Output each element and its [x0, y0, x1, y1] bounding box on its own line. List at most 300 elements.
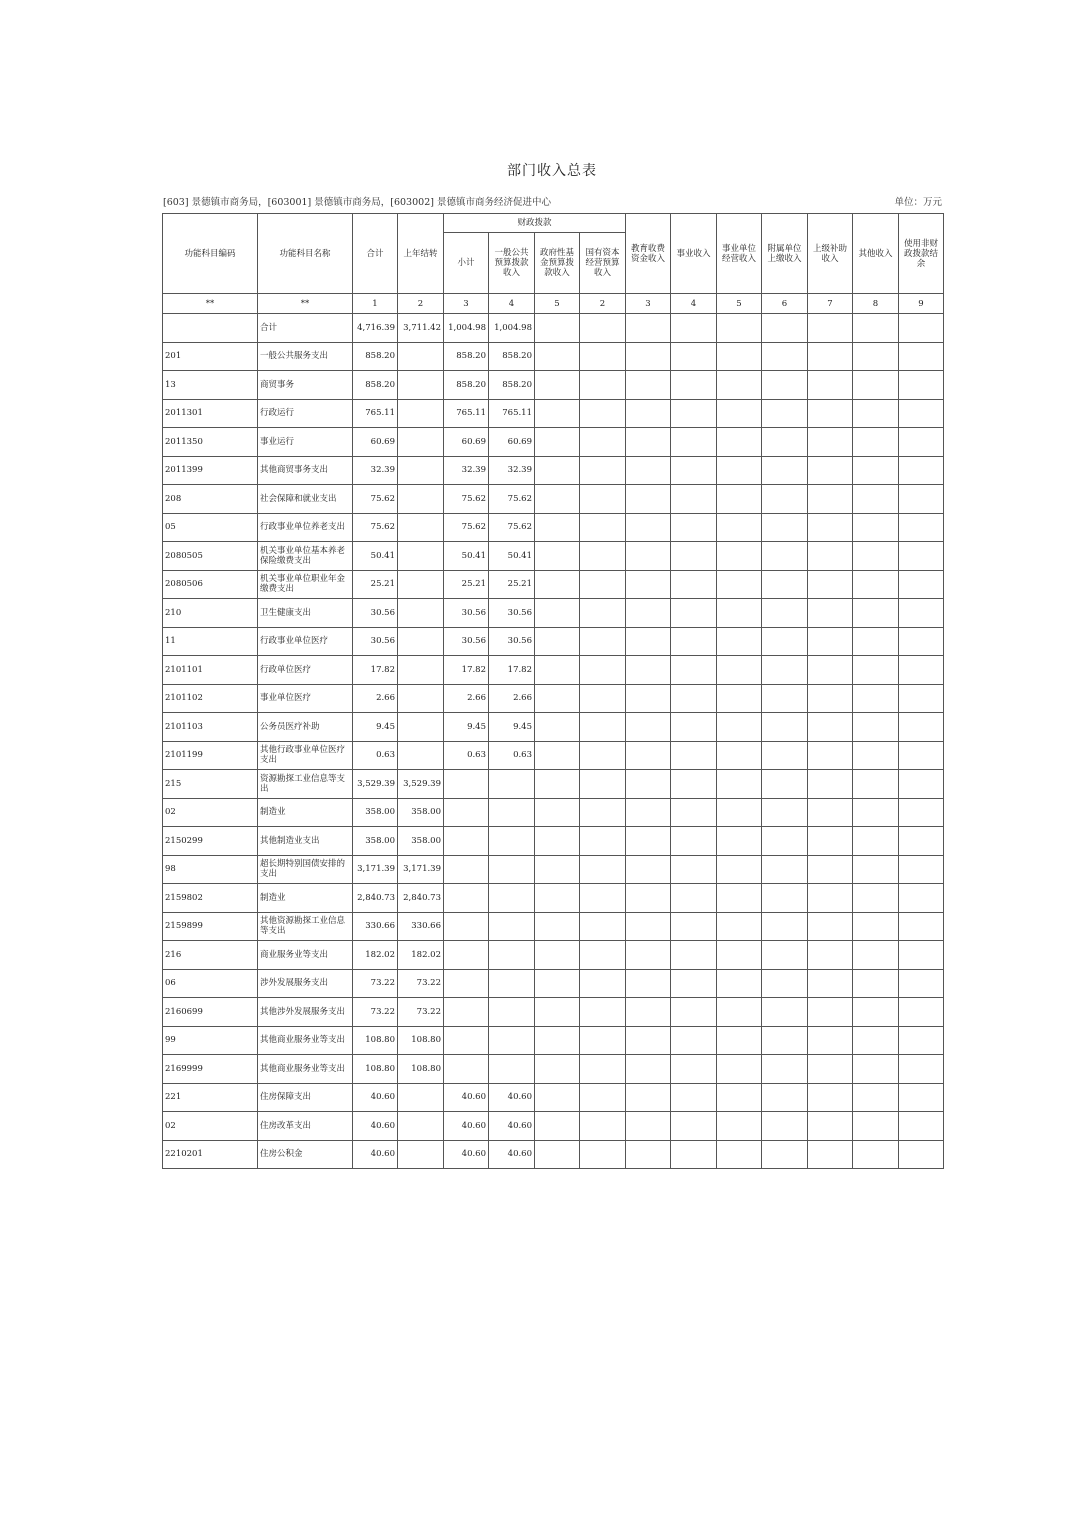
cell-empty — [762, 371, 808, 400]
table-row — [163, 399, 944, 428]
cell-code: 215 — [163, 770, 258, 799]
cell-name: 机关事业单位职业年金缴费支出 — [258, 570, 353, 599]
cell-empty — [899, 485, 944, 514]
cell-empty — [580, 399, 626, 428]
cell-code: 2011350 — [163, 428, 258, 457]
cell-empty — [626, 570, 671, 599]
cell-empty — [671, 684, 717, 713]
cell-empty — [580, 912, 626, 941]
cell-subtotal — [444, 912, 489, 941]
cell-empty — [853, 998, 899, 1027]
cell-empty — [808, 884, 853, 913]
cell-empty — [580, 941, 626, 970]
cell-empty — [580, 741, 626, 770]
cell-empty — [717, 713, 762, 742]
cell-carryover: 73.22 — [398, 969, 444, 998]
cell-name: 其他商业服务业等支出 — [258, 1055, 353, 1084]
cell-empty — [717, 428, 762, 457]
cell-empty — [626, 428, 671, 457]
cell-empty — [762, 684, 808, 713]
table-row — [163, 371, 944, 400]
cell-total: 108.80 — [353, 1026, 398, 1055]
cell-empty — [808, 656, 853, 685]
cell-empty — [671, 656, 717, 685]
cell-name: 其他涉外发展服务支出 — [258, 998, 353, 1027]
cell-empty — [671, 798, 717, 827]
cell-empty — [671, 827, 717, 856]
cell-empty — [717, 314, 762, 343]
cell-general-budget: 40.60 — [489, 1083, 535, 1112]
cell-general-budget — [489, 998, 535, 1027]
table-row — [163, 428, 944, 457]
cell-total: 765.11 — [353, 399, 398, 428]
cell-empty — [853, 884, 899, 913]
cell-empty — [808, 713, 853, 742]
cell-empty — [808, 912, 853, 941]
cell-total: 75.62 — [353, 513, 398, 542]
cell-empty — [853, 570, 899, 599]
cell-subtotal: 17.82 — [444, 656, 489, 685]
cell-empty — [899, 599, 944, 628]
cell-empty — [762, 1026, 808, 1055]
cell-empty — [853, 314, 899, 343]
cell-empty — [762, 741, 808, 770]
table-row — [163, 684, 944, 713]
cell-empty — [626, 1083, 671, 1112]
cell-subtotal: 50.41 — [444, 542, 489, 571]
index-cell: 5 — [717, 294, 762, 314]
cell-empty — [535, 884, 580, 913]
cell-empty — [899, 1112, 944, 1141]
cell-empty — [535, 741, 580, 770]
cell-total: 25.21 — [353, 570, 398, 599]
cell-empty — [899, 399, 944, 428]
cell-general-budget: 32.39 — [489, 456, 535, 485]
organization-line: [603] 景德镇市商务局，[603001] 景德镇市商务局，[603002] 景德镇市商务经济促进中心 — [163, 197, 551, 208]
cell-subtotal — [444, 1055, 489, 1084]
cell-subtotal: 2.66 — [444, 684, 489, 713]
table-row — [163, 1140, 944, 1169]
cell-code: 2159802 — [163, 884, 258, 913]
cell-empty — [717, 399, 762, 428]
index-cell: 4 — [489, 294, 535, 314]
cell-total: 2.66 — [353, 684, 398, 713]
cell-empty — [671, 342, 717, 371]
cell-name: 制造业 — [258, 798, 353, 827]
table-row — [163, 998, 944, 1027]
cell-empty — [671, 599, 717, 628]
cell-empty — [580, 1083, 626, 1112]
cell-subtotal — [444, 798, 489, 827]
cell-empty — [808, 542, 853, 571]
table-row — [163, 770, 944, 799]
cell-empty — [535, 399, 580, 428]
cell-name: 事业单位医疗 — [258, 684, 353, 713]
cell-empty — [808, 513, 853, 542]
cell-empty — [717, 827, 762, 856]
cell-subtotal: 9.45 — [444, 713, 489, 742]
cell-general-budget: 858.20 — [489, 342, 535, 371]
cell-code: 2011399 — [163, 456, 258, 485]
index-cell: 1 — [353, 294, 398, 314]
cell-general-budget — [489, 770, 535, 799]
cell-empty — [580, 1112, 626, 1141]
header-total: 合计 — [353, 214, 398, 294]
cell-empty — [899, 884, 944, 913]
cell-empty — [808, 627, 853, 656]
cell-code: 2150299 — [163, 827, 258, 856]
cell-empty — [671, 884, 717, 913]
cell-empty — [671, 912, 717, 941]
cell-empty — [535, 827, 580, 856]
cell-empty — [899, 456, 944, 485]
cell-empty — [626, 827, 671, 856]
cell-total: 40.60 — [353, 1112, 398, 1141]
cell-empty — [717, 627, 762, 656]
cell-code: 02 — [163, 798, 258, 827]
cell-empty — [899, 656, 944, 685]
header-state-capital: 国有资本经营预算收入 — [580, 233, 626, 294]
cell-empty — [853, 485, 899, 514]
cell-empty — [535, 713, 580, 742]
cell-empty — [853, 1055, 899, 1084]
cell-empty — [853, 827, 899, 856]
cell-general-budget: 40.60 — [489, 1112, 535, 1141]
cell-code: 221 — [163, 1083, 258, 1112]
table-row — [163, 542, 944, 571]
cell-empty — [808, 342, 853, 371]
cell-general-budget — [489, 827, 535, 856]
cell-empty — [580, 570, 626, 599]
cell-carryover: 358.00 — [398, 798, 444, 827]
cell-subtotal — [444, 884, 489, 913]
cell-empty — [808, 371, 853, 400]
table-row — [163, 1026, 944, 1055]
cell-empty — [808, 969, 853, 998]
cell-general-budget: 30.56 — [489, 627, 535, 656]
cell-subtotal: 858.20 — [444, 342, 489, 371]
cell-subtotal — [444, 827, 489, 856]
cell-empty — [899, 827, 944, 856]
cell-subtotal: 30.56 — [444, 599, 489, 628]
table-row — [163, 912, 944, 941]
cell-empty — [671, 627, 717, 656]
cell-empty — [717, 485, 762, 514]
cell-empty — [626, 456, 671, 485]
cell-empty — [762, 627, 808, 656]
cell-name: 机关事业单位基本养老保险缴费支出 — [258, 542, 353, 571]
cell-general-budget: 0.63 — [489, 741, 535, 770]
cell-code: 2101101 — [163, 656, 258, 685]
cell-name: 住房改革支出 — [258, 1112, 353, 1141]
cell-empty — [580, 542, 626, 571]
cell-empty — [899, 513, 944, 542]
index-cell: 2 — [398, 294, 444, 314]
header-name: 功能科目名称 — [258, 214, 353, 294]
cell-empty — [762, 1083, 808, 1112]
cell-empty — [626, 884, 671, 913]
cell-carryover: 3,171.39 — [398, 855, 444, 884]
cell-total: 358.00 — [353, 798, 398, 827]
cell-empty — [580, 314, 626, 343]
cell-empty — [626, 741, 671, 770]
cell-total: 40.60 — [353, 1140, 398, 1169]
cell-empty — [717, 884, 762, 913]
cell-name: 商贸事务 — [258, 371, 353, 400]
cell-empty — [580, 827, 626, 856]
cell-empty — [762, 314, 808, 343]
cell-code: 2080506 — [163, 570, 258, 599]
cell-empty — [671, 399, 717, 428]
cell-empty — [762, 1055, 808, 1084]
cell-empty — [853, 713, 899, 742]
cell-empty — [717, 570, 762, 599]
cell-name: 社会保障和就业支出 — [258, 485, 353, 514]
cell-empty — [671, 1112, 717, 1141]
cell-empty — [535, 1083, 580, 1112]
cell-code: 2101102 — [163, 684, 258, 713]
cell-empty — [671, 1083, 717, 1112]
cell-carryover: 3,711.42 — [398, 314, 444, 343]
cell-empty — [535, 1055, 580, 1084]
cell-name: 商业服务业等支出 — [258, 941, 353, 970]
cell-empty — [853, 513, 899, 542]
cell-empty — [762, 998, 808, 1027]
cell-code: 2101199 — [163, 741, 258, 770]
cell-total: 0.63 — [353, 741, 398, 770]
cell-empty — [899, 428, 944, 457]
cell-empty — [853, 1112, 899, 1141]
cell-carryover — [398, 485, 444, 514]
header-operating-income: 事业单位经营收入 — [717, 214, 762, 294]
cell-empty — [762, 969, 808, 998]
cell-carryover — [398, 371, 444, 400]
table-row — [163, 342, 944, 371]
cell-total: 858.20 — [353, 371, 398, 400]
cell-empty — [535, 570, 580, 599]
cell-subtotal: 1,004.98 — [444, 314, 489, 343]
cell-empty — [717, 656, 762, 685]
cell-empty — [671, 314, 717, 343]
cell-empty — [535, 542, 580, 571]
table-row — [163, 1112, 944, 1141]
cell-empty — [717, 513, 762, 542]
cell-empty — [580, 599, 626, 628]
cell-subtotal: 32.39 — [444, 456, 489, 485]
cell-code: 2011301 — [163, 399, 258, 428]
cell-empty — [899, 770, 944, 799]
cell-empty — [671, 1140, 717, 1169]
cell-empty — [580, 342, 626, 371]
cell-empty — [808, 770, 853, 799]
cell-empty — [717, 342, 762, 371]
table-row — [163, 570, 944, 599]
cell-general-budget — [489, 941, 535, 970]
cell-total: 73.22 — [353, 969, 398, 998]
cell-code: 05 — [163, 513, 258, 542]
cell-carryover — [398, 599, 444, 628]
cell-code: 2169999 — [163, 1055, 258, 1084]
cell-general-budget — [489, 912, 535, 941]
cell-empty — [717, 371, 762, 400]
table-row — [163, 599, 944, 628]
cell-empty — [580, 1140, 626, 1169]
index-cell: 4 — [671, 294, 717, 314]
cell-empty — [899, 855, 944, 884]
cell-empty — [626, 912, 671, 941]
cell-subtotal: 40.60 — [444, 1112, 489, 1141]
cell-general-budget: 17.82 — [489, 656, 535, 685]
index-cell: ** — [163, 294, 258, 314]
cell-empty — [671, 428, 717, 457]
cell-empty — [762, 513, 808, 542]
cell-code: 2080505 — [163, 542, 258, 571]
cell-empty — [853, 912, 899, 941]
cell-subtotal: 30.56 — [444, 627, 489, 656]
cell-total: 30.56 — [353, 627, 398, 656]
index-cell: 6 — [762, 294, 808, 314]
cell-empty — [535, 998, 580, 1027]
cell-subtotal — [444, 770, 489, 799]
cell-name: 涉外发展服务支出 — [258, 969, 353, 998]
cell-carryover: 182.02 — [398, 941, 444, 970]
cell-empty — [535, 1112, 580, 1141]
cell-code: 06 — [163, 969, 258, 998]
cell-carryover: 108.80 — [398, 1026, 444, 1055]
cell-code: 13 — [163, 371, 258, 400]
cell-empty — [626, 969, 671, 998]
cell-empty — [762, 941, 808, 970]
cell-empty — [808, 428, 853, 457]
cell-empty — [580, 371, 626, 400]
cell-empty — [808, 1112, 853, 1141]
cell-empty — [626, 599, 671, 628]
cell-empty — [580, 770, 626, 799]
table-row — [163, 798, 944, 827]
table-row — [163, 969, 944, 998]
cell-empty — [717, 770, 762, 799]
cell-name: 公务员医疗补助 — [258, 713, 353, 742]
cell-carryover: 358.00 — [398, 827, 444, 856]
cell-empty — [762, 884, 808, 913]
cell-empty — [899, 684, 944, 713]
cell-empty — [535, 656, 580, 685]
cell-empty — [808, 599, 853, 628]
cell-empty — [717, 542, 762, 571]
cell-code: 99 — [163, 1026, 258, 1055]
cell-empty — [899, 314, 944, 343]
income-summary-table — [162, 213, 944, 1169]
cell-empty — [808, 570, 853, 599]
cell-empty — [580, 1026, 626, 1055]
cell-empty — [671, 542, 717, 571]
cell-empty — [626, 342, 671, 371]
cell-empty — [762, 542, 808, 571]
cell-empty — [626, 1026, 671, 1055]
cell-empty — [580, 969, 626, 998]
cell-name: 其他制造业支出 — [258, 827, 353, 856]
cell-empty — [899, 912, 944, 941]
cell-empty — [535, 428, 580, 457]
table-row — [163, 456, 944, 485]
cell-empty — [808, 1083, 853, 1112]
cell-empty — [808, 485, 853, 514]
cell-total: 9.45 — [353, 713, 398, 742]
cell-empty — [671, 969, 717, 998]
cell-name: 住房保障支出 — [258, 1083, 353, 1112]
cell-empty — [535, 941, 580, 970]
cell-empty — [535, 969, 580, 998]
cell-empty — [762, 855, 808, 884]
cell-empty — [808, 1026, 853, 1055]
cell-total: 75.62 — [353, 485, 398, 514]
cell-empty — [580, 428, 626, 457]
cell-empty — [899, 941, 944, 970]
cell-name: 行政事业单位养老支出 — [258, 513, 353, 542]
cell-empty — [535, 599, 580, 628]
cell-empty — [808, 684, 853, 713]
cell-empty — [580, 456, 626, 485]
index-cell: 3 — [626, 294, 671, 314]
cell-empty — [853, 1026, 899, 1055]
cell-general-budget: 50.41 — [489, 542, 535, 571]
cell-empty — [762, 827, 808, 856]
cell-name: 其他商贸事务支出 — [258, 456, 353, 485]
cell-general-budget — [489, 969, 535, 998]
header-subtotal: 小计 — [444, 233, 489, 294]
cell-empty — [853, 684, 899, 713]
cell-name: 其他行政事业单位医疗支出 — [258, 741, 353, 770]
cell-empty — [626, 855, 671, 884]
cell-carryover — [398, 1140, 444, 1169]
cell-total: 182.02 — [353, 941, 398, 970]
cell-empty — [580, 884, 626, 913]
cell-empty — [808, 1055, 853, 1084]
cell-code: 2159899 — [163, 912, 258, 941]
cell-empty — [717, 684, 762, 713]
table-row — [163, 656, 944, 685]
cell-empty — [717, 912, 762, 941]
cell-general-budget: 30.56 — [489, 599, 535, 628]
cell-empty — [535, 456, 580, 485]
header-education-fee: 教育收费资金收入 — [626, 214, 671, 294]
cell-general-budget — [489, 1055, 535, 1084]
cell-empty — [671, 513, 717, 542]
cell-empty — [899, 969, 944, 998]
cell-empty — [853, 1083, 899, 1112]
cell-subtotal — [444, 969, 489, 998]
cell-carryover — [398, 342, 444, 371]
cell-empty — [535, 371, 580, 400]
cell-empty — [808, 827, 853, 856]
cell-empty — [671, 713, 717, 742]
cell-empty — [717, 1055, 762, 1084]
cell-empty — [580, 485, 626, 514]
cell-empty — [626, 513, 671, 542]
cell-empty — [671, 456, 717, 485]
cell-empty — [853, 770, 899, 799]
cell-empty — [671, 570, 717, 599]
cell-empty — [762, 428, 808, 457]
cell-empty — [899, 798, 944, 827]
cell-empty — [899, 1026, 944, 1055]
cell-total: 330.66 — [353, 912, 398, 941]
cell-carryover — [398, 570, 444, 599]
cell-code: 11 — [163, 627, 258, 656]
cell-empty — [535, 513, 580, 542]
cell-name: 行政事业单位医疗 — [258, 627, 353, 656]
cell-empty — [899, 542, 944, 571]
